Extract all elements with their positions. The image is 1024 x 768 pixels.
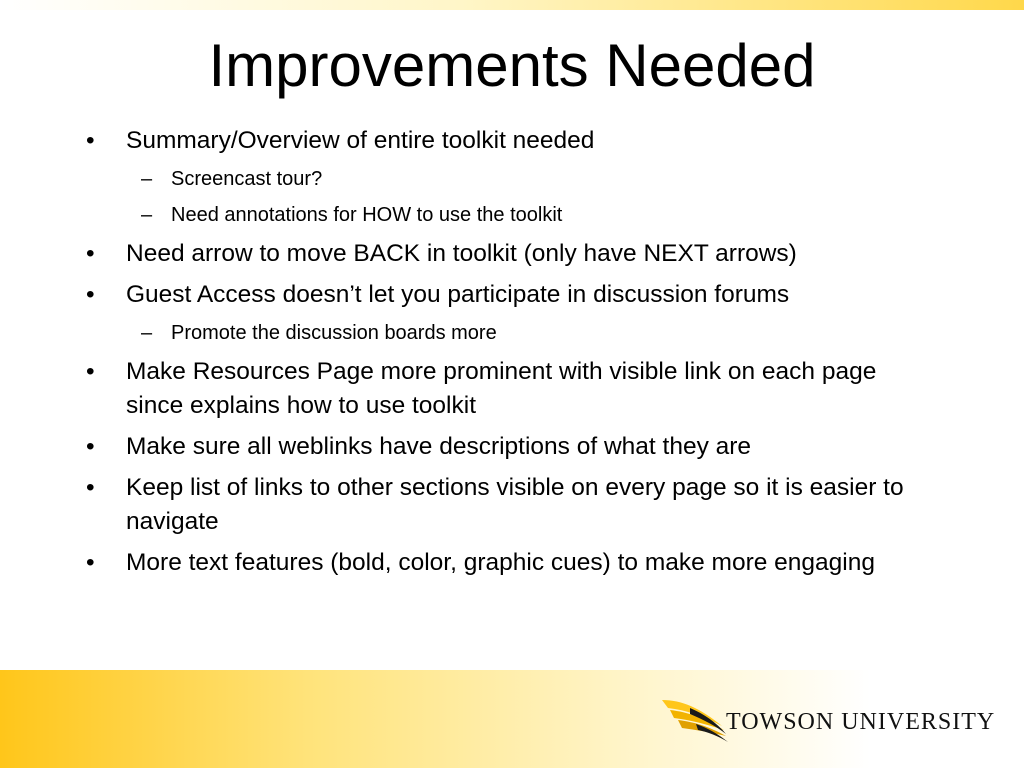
bullet-text: Need arrow to move BACK in toolkit (only have NEXT arrows) — [126, 240, 797, 267]
slide-title: Improvements Needed — [208, 32, 816, 99]
bullet-text: Keep list of links to other sections visible on every page so it is easier to navigate — [126, 474, 904, 535]
bullet-text: Make Resources Page more prominent with visible link on each page since explains how to use toolkit — [126, 358, 877, 419]
bullet-marker: • — [86, 240, 95, 267]
bullet-item — [0, 430, 1024, 464]
bullet-item — [0, 124, 1024, 158]
sub-bullet-marker: – — [141, 204, 153, 226]
sub-bullet-marker: – — [141, 322, 153, 344]
sub-bullet-item — [0, 319, 1024, 347]
sub-bullet-text: Need annotations for HOW to use the toolkit — [171, 204, 563, 226]
bullet-item — [0, 546, 1024, 580]
bullet-marker: • — [86, 474, 95, 501]
sub-bullet-item — [0, 201, 1024, 229]
bullet-text: Guest Access doesn’t let you participate in discussion forums — [126, 281, 790, 308]
bullet-item — [0, 278, 1024, 312]
bullet-list — [0, 124, 1024, 587]
bullet-marker: • — [86, 127, 95, 154]
bullet-item — [0, 471, 1024, 539]
sub-bullet-text: Promote the discussion boards more — [171, 322, 497, 344]
bullet-marker: • — [86, 358, 95, 385]
bullet-text: More text features (bold, color, graphic cues) to make more engaging — [126, 549, 875, 576]
bullet-text: Make sure all weblinks have descriptions of what they are — [126, 433, 752, 460]
towson-university-logo — [660, 694, 996, 750]
sub-bullet-item — [0, 165, 1024, 193]
sub-bullet-marker: – — [141, 168, 153, 190]
bullet-marker: • — [86, 281, 95, 308]
tiger-stripe-icon — [660, 694, 730, 750]
logo-wordmark: TOWSON UNIVERSITY — [726, 709, 996, 735]
bullet-item — [0, 237, 1024, 271]
bullet-marker: • — [86, 433, 95, 460]
bullet-item — [0, 355, 1024, 423]
bullet-text: Summary/Overview of entire toolkit needed — [126, 127, 595, 154]
bullet-marker: • — [86, 549, 95, 576]
sub-bullet-text: Screencast tour? — [171, 168, 323, 190]
top-gradient-band — [0, 0, 1024, 10]
